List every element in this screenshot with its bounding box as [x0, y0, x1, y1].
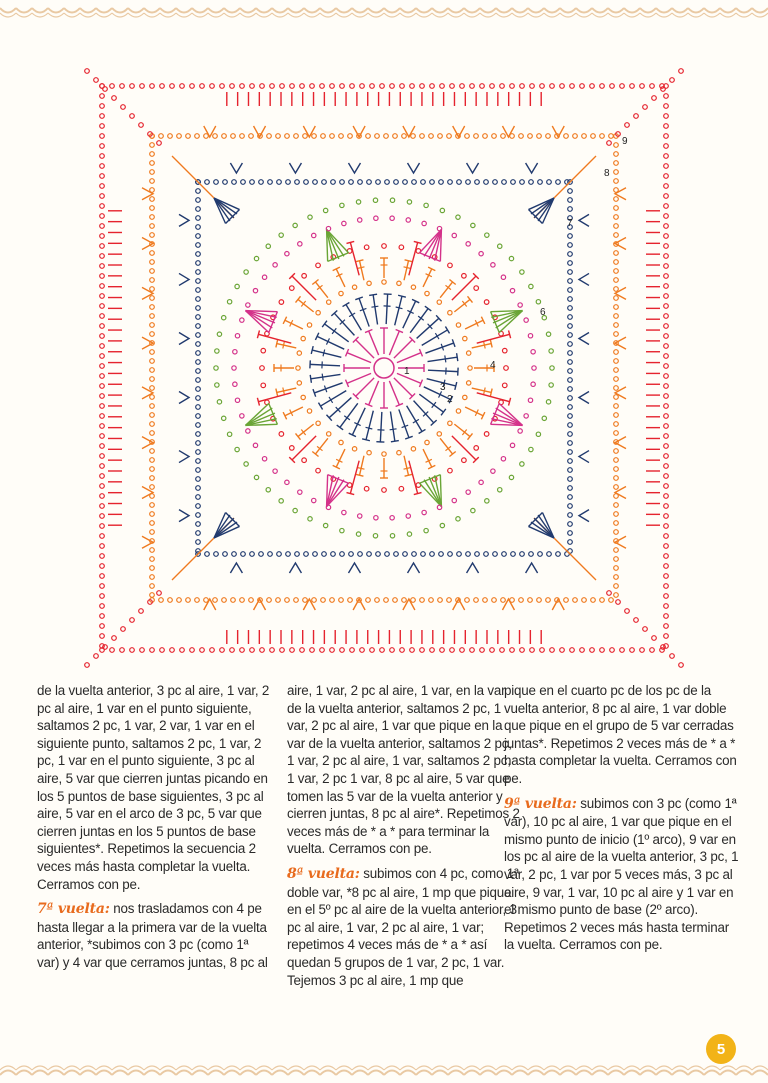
- instructions-text: de la vuelta anterior, 3 pc al aire, 1 var, 2 pc al aire, 1 var en el punto siguiente, saltamos 2 pc, 1 var, 2 var, 1 var en el siguiente punto, saltamos 2 pc, 1 var, 2 pc, 1 var en el punto siguiente, 3 pc al aire, 5 var que cierren juntas picando en los 5 puntos de base siguientes, 3 pc al aire, 5 var en el arco de 3 pc, 5 var que cierren juntas en los 5 puntos de base siguientes*. Repetimos la secuencia 2 veces más hasta completar la vuelta. Cerramos con pe.: [37, 683, 270, 892]
- instructions-text: aire, 1 var, 2 pc al aire, 1 var, en la var de la vuelta anterior, saltamos 2 pc, 1 var, 2 pc al aire, 1 var que pique en la var de la vuelta anterior, saltamos 2 pc, 1 var, 2 pc al aire, 1 var, saltamos 2 pc, 1 var, 2 pc 1 var, 8 pc al aire, 5 var que tomen las 5 var de la vuelta anterior y cierren juntas, 8 pc al aire*. Repetimos 2 veces más de * a * para terminar la vuelta. Cerramos con pe.: [287, 683, 520, 857]
- page-number-badge: 5: [706, 1034, 736, 1064]
- svg-text:7: 7: [567, 218, 573, 229]
- svg-text:8: 8: [604, 168, 610, 179]
- decorative-border-bottom: [0, 1055, 768, 1083]
- svg-text:3: 3: [440, 382, 446, 393]
- svg-text:9: 9: [622, 136, 628, 147]
- round-7-heading: 7ª vuelta:: [37, 901, 110, 918]
- instructions-text: subimos con 4 pc, como 1ª doble var, *8 pc al aire, 1 mp que pique en el 5º pc al aire de la vuelta anterior, 3 pc al aire, 1 var, 2 pc al aire, 1 var; repetimos 4 veces más de * a * así quedan 5 grupos de 1 var, 2 pc, 1 var. Tejemos 3 pc al aire, 1 mp que: [287, 865, 519, 988]
- svg-text:6: 6: [540, 307, 546, 318]
- round-8-heading: 8ª vuelta:: [287, 865, 360, 882]
- instructions-column-3: [504, 682, 740, 961]
- instructions-text: nos trasladamos con 4 pe hasta llegar a la primera var de la vuelta anterior, *subimos con 3 pc (como 1ª var) y 4 var que cerramos juntas, 8 pc al: [37, 901, 268, 970]
- svg-text:4: 4: [490, 360, 496, 371]
- svg-text:1: 1: [404, 366, 410, 377]
- instructions-column-1: [37, 682, 271, 979]
- crochet-chart-diagram: [0, 28, 768, 683]
- decorative-border-top: [0, 0, 768, 28]
- svg-text:2: 2: [447, 394, 453, 405]
- instructions-text: pique en el cuarto pc de los pc de la vuelta anterior, 8 pc al aire, 1 var doble que pique en el grupo de 5 var cerradas juntas*. Repetimos 2 veces más de * a * hasta completar la vuelta. Cerramos con pe.: [504, 683, 737, 786]
- instructions-text: subimos con 3 pc (como 1ª var), 10 pc al aire, 1 var que pique en el mismo punto de inicio (1º arco), 9 var en los pc al aire de la vuelta anterior, 3 pc, 1 var, 2 pc, 1 var por 5 veces más, 3 pc al aire, 9 var, 1 var, 10 pc al aire y 1 var en el mismo punto de base (2º arco). Repetimos 2 veces más hasta terminar la vuelta. Cerramos con pe.: [504, 795, 739, 953]
- instructions-column-2: [287, 682, 521, 996]
- round-9-heading: 9ª vuelta:: [504, 795, 577, 812]
